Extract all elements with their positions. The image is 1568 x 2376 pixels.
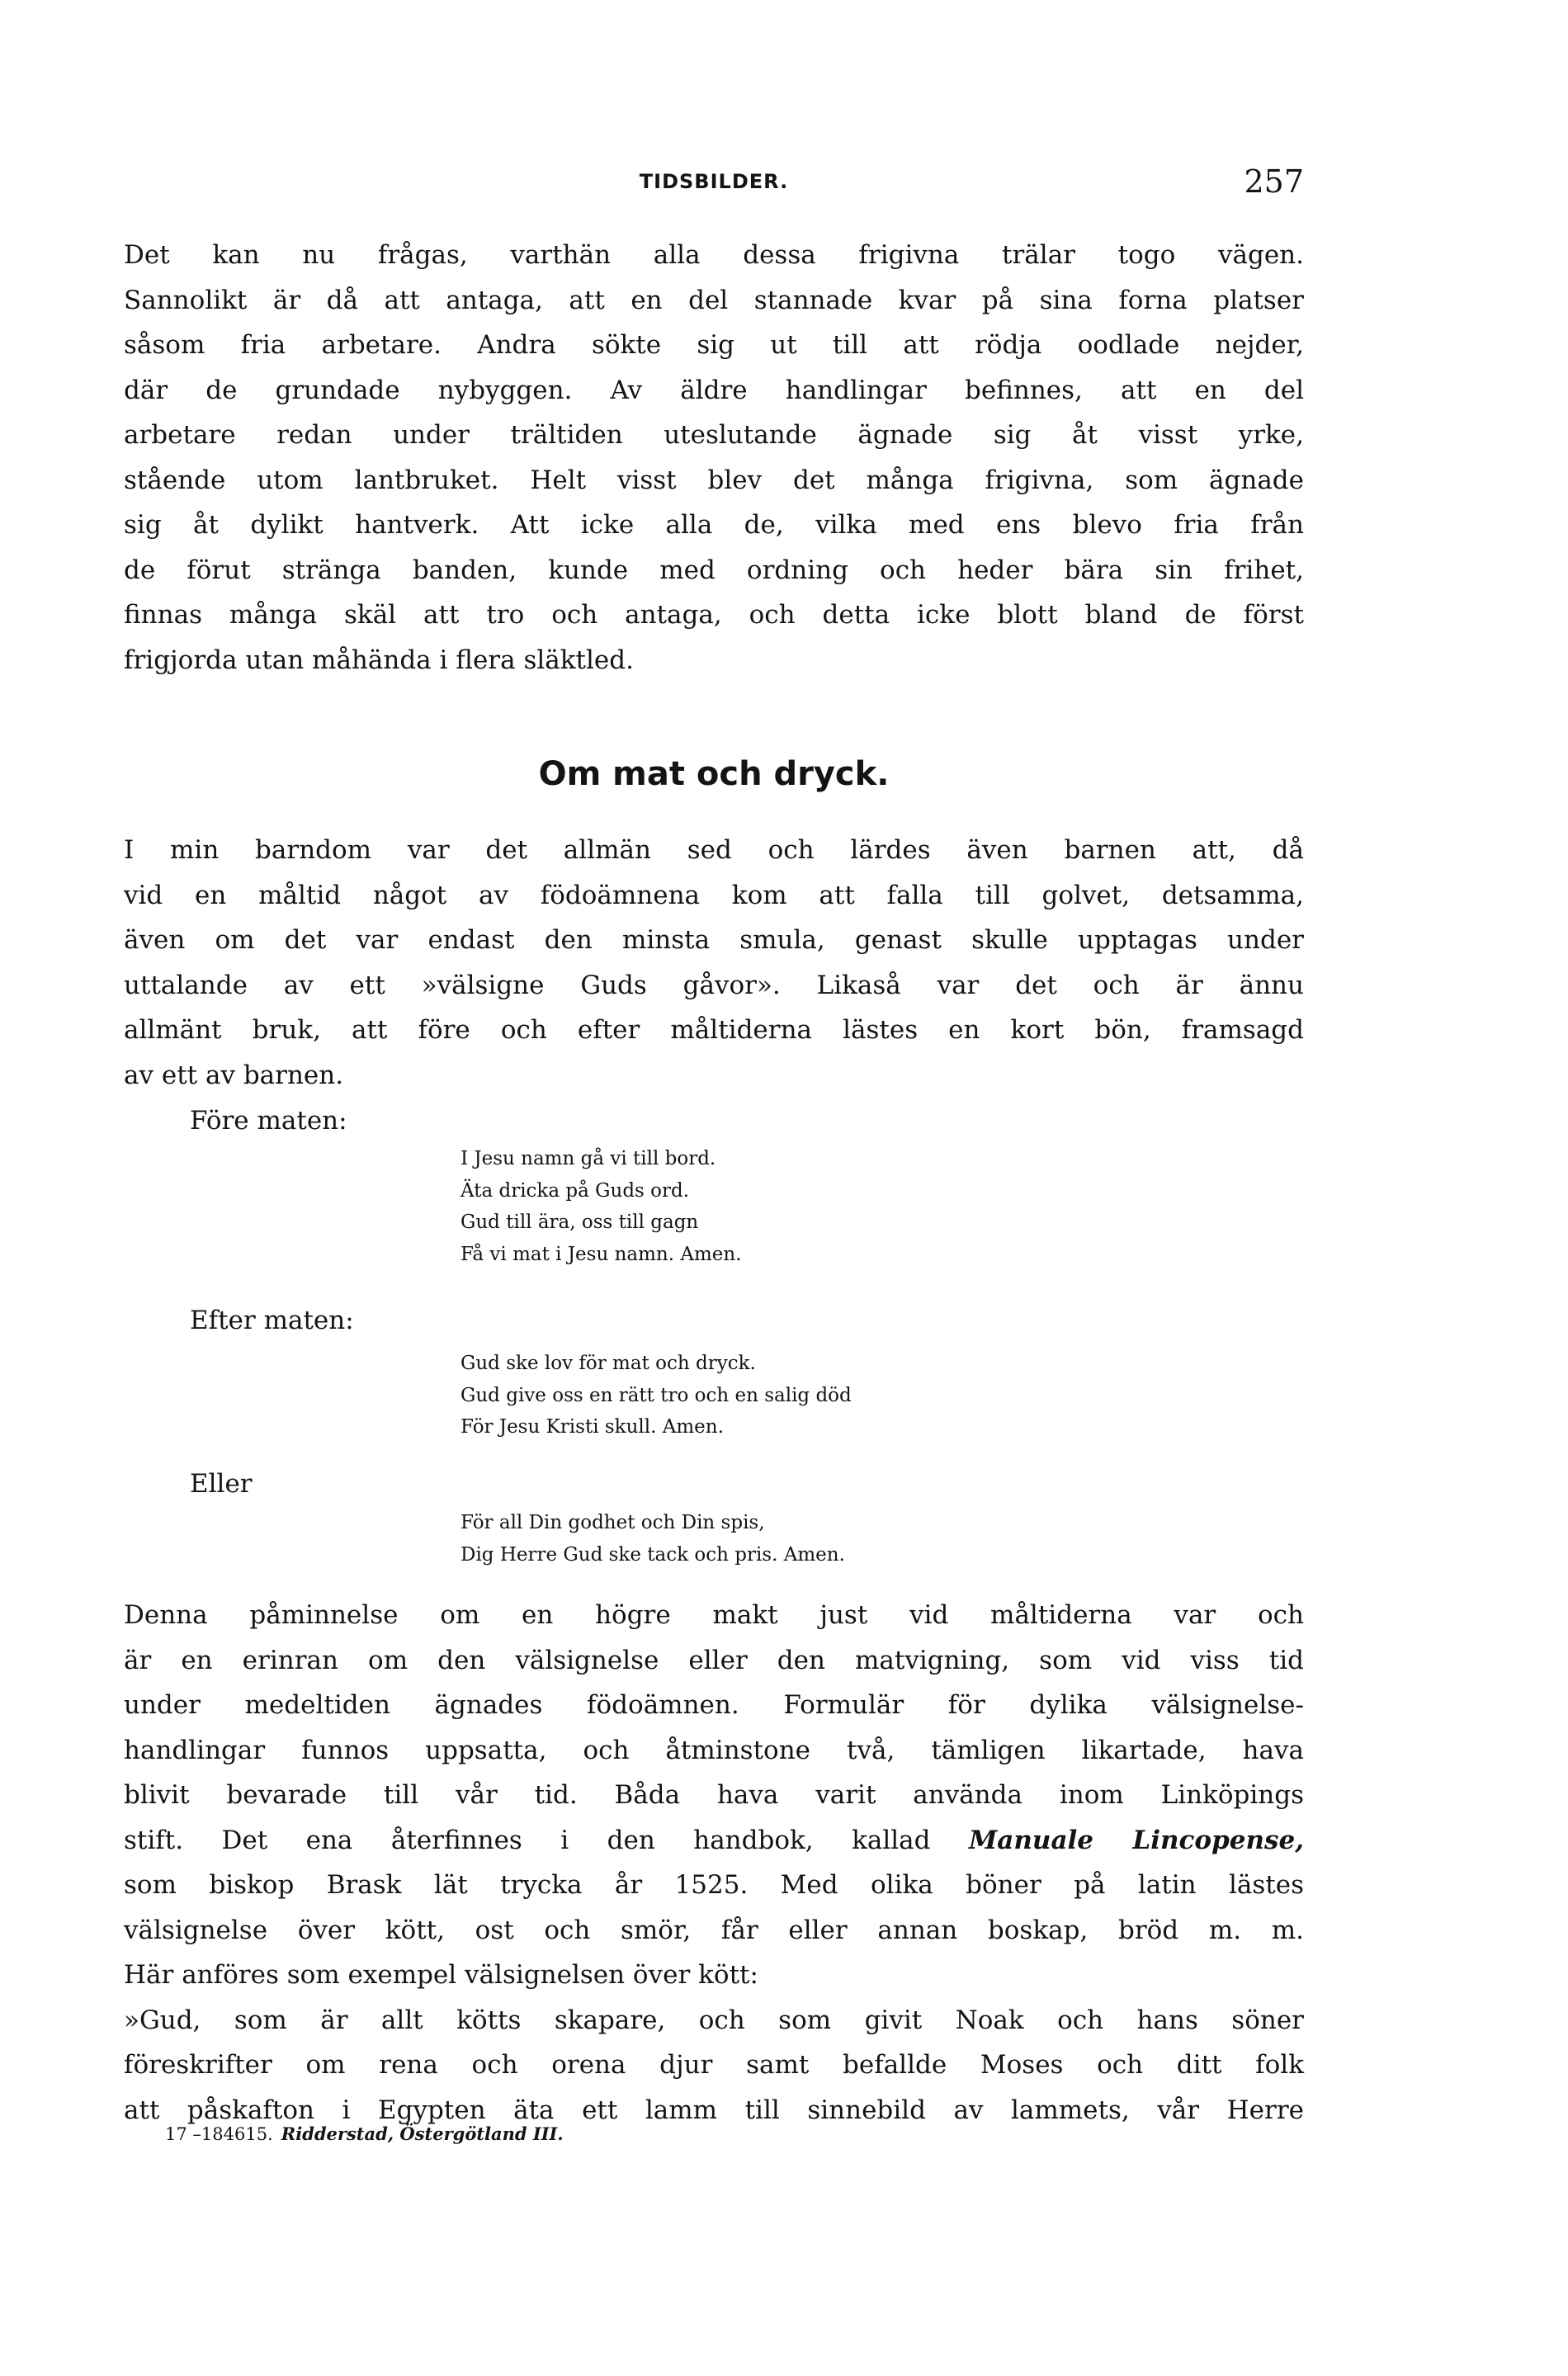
text-line: I min barndom var det allmän sed och lärdes även barnen att, då	[124, 835, 1304, 865]
text-line: även om det var endast den minsta smula, genast skulle upptagas under	[124, 925, 1304, 955]
prayer-label-after: Efter maten:	[190, 1306, 354, 1335]
text-line-manual	[124, 1818, 1304, 1863]
verse-line: Dig Herre Gud ske tack och pris. Amen.	[460, 1543, 845, 1566]
verse-line: Gud till ära, oss till gagn	[460, 1212, 699, 1233]
verse-line: I Jesu namn gå vi till bord.	[460, 1148, 716, 1169]
text-fragment: stift. Det ena återfinnes i den handbok, kallad	[124, 1825, 931, 1855]
text-line: Sannolikt är då att antaga, att en del stannade kvar på sina forna platser	[124, 285, 1304, 315]
text-line: handlingar funnos uppsatta, och åtminstone två, tämligen likartade, hava	[124, 1735, 1304, 1765]
text-line: uttalande av ett »välsigne Guds gåvor». Likaså var det och är ännu	[124, 970, 1304, 1000]
text-line: under medeltiden ägnades födoämnen. Formulär för dylika välsignelse-	[124, 1690, 1304, 1720]
signature-mark: 17 –184615.	[165, 2124, 273, 2144]
verse-line: För all Din godhet och Din spis,	[460, 1512, 765, 1533]
text-line: såsom fria arbetare. Andra sökte sig ut till att rödja oodlade nejder,	[124, 330, 1304, 360]
running-title: TIDSBILDER.	[639, 170, 789, 193]
text-line: »Gud, som är allt kötts skapare, och som givit Noak och hans söner	[124, 2005, 1304, 2035]
text-line: Det kan nu frågas, varthän alla dessa frigivna trälar togo vägen.	[124, 240, 1304, 270]
text-line: finnas många skäl att tro och antaga, och detta icke blott bland de först	[124, 600, 1304, 630]
prayer-label-or: Eller	[190, 1469, 253, 1499]
verse-line: Äta dricka på Guds ord.	[460, 1179, 690, 1202]
text-line: är en erinran om den välsignelse eller den matvigning, som vid viss tid	[124, 1645, 1304, 1675]
text-line: allmänt bruk, att före och efter måltiderna lästes en kort bön, framsagd	[124, 1015, 1304, 1045]
text-line: Här anföres som exempel välsignelsen över kött:	[124, 1960, 758, 1990]
text-line: att påskafton i Egypten äta ett lamm till sinnebild av lammets, vår Herre	[124, 2095, 1304, 2125]
paragraph-blessings	[124, 1593, 1304, 2133]
text-line: där de grundade nybyggen. Av äldre handlingar befinnes, att en del	[124, 375, 1304, 405]
verse-line: Få vi mat i Jesu namn. Amen.	[460, 1243, 742, 1265]
footer-signature	[165, 2123, 564, 2144]
text-line: föreskrifter om rena och orena djur samt befallde Moses och ditt folk	[124, 2050, 1304, 2080]
verse-line: Gud give oss en rätt tro och en salig död	[460, 1384, 852, 1406]
text-line: som biskop Brask lät trycka år 1525. Med olika böner på latin lästes	[124, 1870, 1304, 1900]
paragraph-freed-thralls	[124, 233, 1304, 683]
text-line: arbetare redan under trältiden uteslutande ägnade sig åt visst yrke,	[124, 420, 1304, 450]
prayer-after-meal	[460, 1348, 852, 1443]
prayer-label-before: Före maten:	[190, 1106, 347, 1136]
verse-line: Gud ske lov för mat och dryck.	[460, 1353, 756, 1374]
text-line: frigjorda utan måhända i flera släktled.	[124, 645, 634, 675]
running-head	[124, 163, 1304, 213]
text-line: vid en måltid något av födoämnena kom att falla till golvet, detsamma,	[124, 880, 1304, 910]
prayer-alternative	[460, 1507, 845, 1571]
text-line: sig åt dylikt hantverk. Att icke alla de, vilka med ens blevo fria från	[124, 510, 1304, 540]
text-line: av ett av barnen.	[124, 1060, 344, 1090]
verse-line: För Jesu Kristi skull. Amen.	[460, 1416, 724, 1438]
text-line: välsignelse över kött, ost och smör, får eller annan boskap, bröd m. m.	[124, 1915, 1304, 1945]
text-line: blivit bevarade till vår tid. Båda hava varit använda inom Linköpings	[124, 1780, 1304, 1810]
manual-title: Manuale Lincopense,	[968, 1825, 1304, 1855]
text-line: Denna påminnelse om en högre makt just vid måltiderna var och	[124, 1600, 1304, 1630]
section-heading: Om mat och dryck.	[538, 755, 890, 793]
text-line: de förut stränga banden, kunde med ordning och heder bära sin frihet,	[124, 555, 1304, 585]
footer-book-title: Ridderstad, Östergötland III.	[281, 2123, 564, 2144]
paragraph-food-customs	[124, 828, 1304, 1098]
prayer-before-meal	[460, 1143, 742, 1270]
text-line: stående utom lantbruket. Helt visst blev det många frigivna, som ägnade	[124, 465, 1304, 495]
page-number: 257	[1244, 163, 1304, 200]
